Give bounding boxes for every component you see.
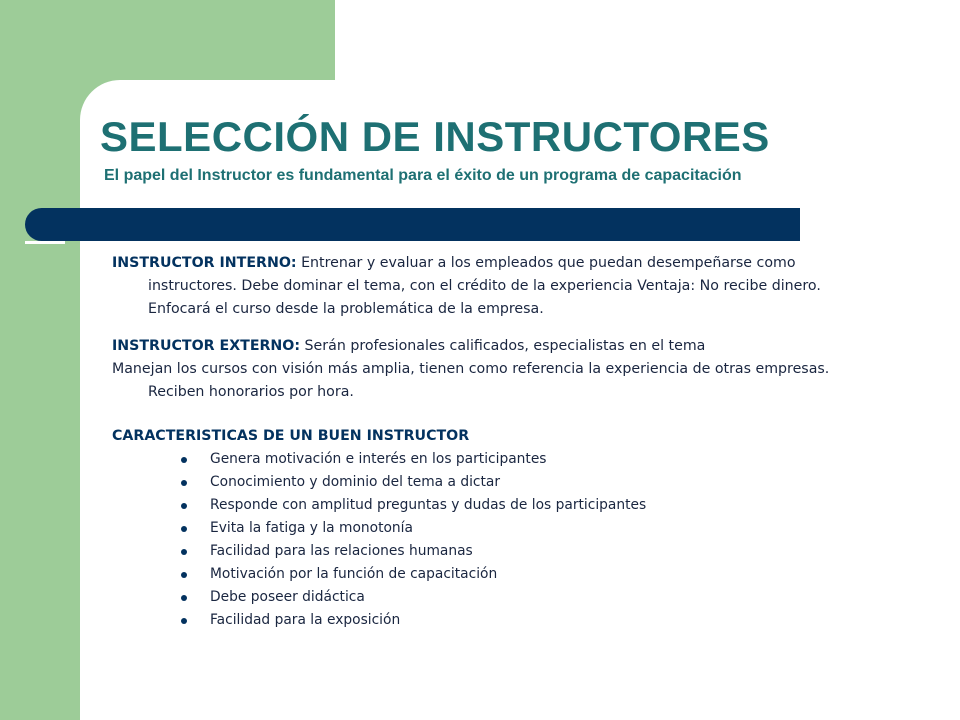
list-item: Responde con amplitud preguntas y dudas de los participantes [210,494,872,517]
bullet-icon [181,457,187,463]
list-item: Facilidad para la exposición [210,609,872,632]
list-item: Facilidad para las relaciones humanas [210,540,872,563]
slide-body [112,252,872,632]
external-instructor-detail: Manejan los cursos con visión más amplia, tienen como referencia la experiencia de otras empresas. Reciben honorarios por hora. [112,361,830,400]
internal-instructor-label: INSTRUCTOR INTERNO: [112,255,297,271]
divider-notch [25,241,65,244]
bullet-icon [181,503,187,509]
slide-subtitle: El papel del Instructor es fundamental para el éxito de un programa de capacitación [104,167,742,184]
characteristics-list [112,448,872,632]
internal-instructor-paragraph [112,252,872,321]
list-item: Genera motivación e interés en los participantes [210,448,872,471]
list-item: Motivación por la función de capacitación [210,563,872,586]
characteristics-heading: CARACTERISTICAS DE UN BUEN INSTRUCTOR [112,428,470,444]
bullet-icon [181,618,187,624]
bullet-icon [181,572,187,578]
list-item: Evita la fatiga y la monotonía [210,517,872,540]
bullet-icon [181,526,187,532]
bullet-icon [181,595,187,601]
bullet-icon [181,480,187,486]
slide-title: SELECCIÓN DE INSTRUCTORES [100,113,770,160]
title-divider-bar [25,208,800,241]
bullet-icon [181,549,187,555]
list-item: Debe poseer didáctica [210,586,872,609]
internal-instructor-text: Entrenar y evaluar a los empleados que puedan desempeñarse como instructores. Debe dominar el tema, con el crédito de la experiencia Ventaja: No recibe dinero. Enfocará el curso desde la problemática de la empresa. [148,255,821,317]
external-instructor-paragraph [112,335,872,358]
list-item: Conocimiento y dominio del tema a dictar [210,471,872,494]
external-instructor-text: Serán profesionales calificados, especialistas en el tema [300,338,706,354]
external-instructor-label: INSTRUCTOR EXTERNO: [112,338,301,354]
